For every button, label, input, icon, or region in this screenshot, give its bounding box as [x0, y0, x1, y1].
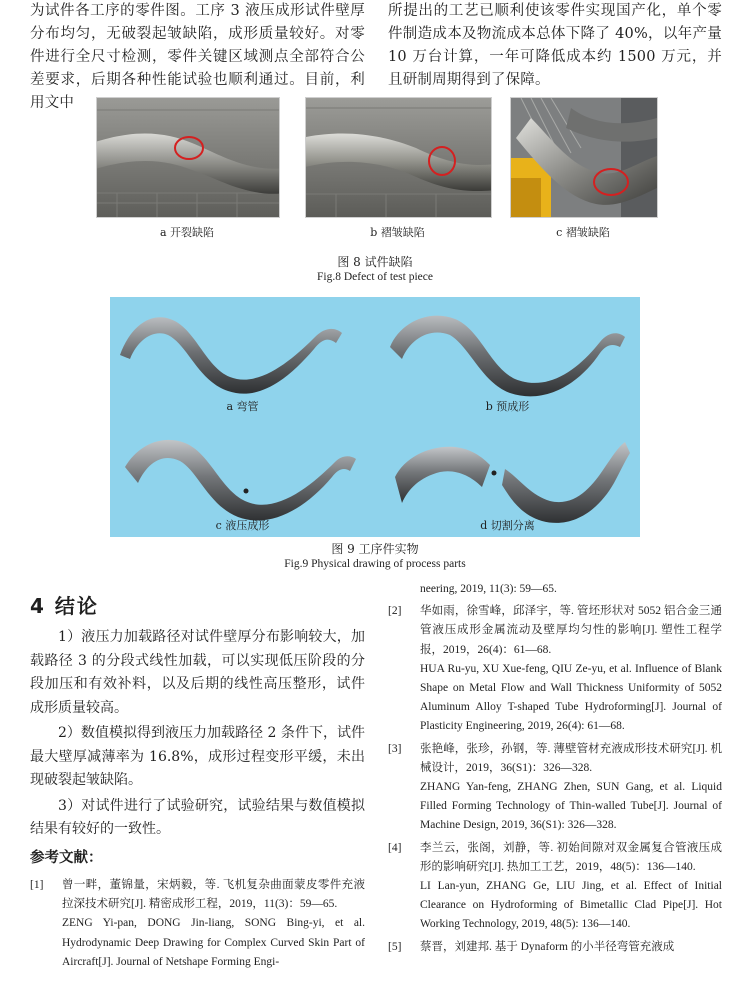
- fig8-title-en: Fig.8 Defect of test piece: [317, 271, 433, 283]
- reference-cn: 曾一畔，董锦量，宋炳毅，等. 飞机复杂曲面蒙皮零件充液拉深技术研究[J]. 精密成形工程，2019，11(3)：59—65.: [62, 879, 365, 911]
- section-heading-conclusion: 4 结论: [30, 594, 99, 618]
- references-left-column: [30, 876, 365, 972]
- fig8-photo-c-image: [511, 98, 657, 217]
- reference-cn: 华如雨，徐雪峰，邱泽宇，等. 管坯形状对 5052 铝合金三通管液压成形金属流动及壁厚均匀性的影响[J]. 塑性工程学报，2019，26(4)：61—68.: [420, 605, 722, 656]
- fig9-title-cn: 图 9 工序件实物: [331, 542, 419, 556]
- fig8-photo-c: [510, 97, 658, 218]
- reference-item: [388, 839, 722, 935]
- reference-continuation: [388, 580, 722, 599]
- reference-en: ZENG Yi-pan, DONG Jin-liang, SONG Bing-yi, et al. Hydrodynamic Deep Drawing for Complex Curved Skin Part of Aircraft[J]. Journal of Netshape Forming Engi-: [62, 917, 365, 968]
- reference-item: [388, 602, 722, 736]
- body-text-right-top: 所提出的工艺已顺利使该零件实现国产化，单个零件制造成本及物流成本总体下降了 40%，以年产量 10 万台计算，一年可降低成本约 1500 万元，并且研制周期得到了保障。: [388, 3, 722, 88]
- fig9-caption-b: b 预成形: [485, 400, 530, 413]
- reference-cn: 李兰云，张阁，刘静，等. 初始间隙对双金属复合管液压成形的影响研究[J]. 热加工工艺，2019，48(5)：136—140.: [420, 841, 722, 873]
- fig8-caption-a: a 开裂缺陷: [159, 226, 215, 239]
- reference-item: [388, 938, 722, 957]
- reference-item: [388, 740, 722, 836]
- reference-en: neering, 2019, 11(3): 59—65.: [420, 583, 557, 595]
- fig8-photo-b: [305, 97, 492, 218]
- reference-en: HUA Ru-yu, XU Xue-feng, QIU Ze-yu, et al. Influence of Blank Shape on Metal Flow and Wall Thickness Uniformity of 5052 Aluminum Alloy T-shaped Tube Hydroforming[J]. Journal of Plasticity Engineering, 2019, 26(4): 61—68.: [420, 662, 722, 733]
- reference-item: [30, 876, 365, 972]
- fig9-caption-a: a 弯管: [226, 400, 259, 413]
- fig8-caption-b: b 褶皱缺陷: [370, 226, 425, 239]
- references-heading: 参考文献：: [30, 850, 103, 866]
- reference-en: LI Lan-yun, ZHANG Ge, LIU Jing, et al. Effect of Initial Clearance on Hydroforming of Bimetallic Clad Pipe[J]. Hot Working Technology, 2019, 48(5): 136—140.: [420, 880, 722, 931]
- reference-number: [2]: [388, 605, 402, 618]
- fig8-caption-c: c 褶皱缺陷: [556, 226, 610, 239]
- reference-cn: 张艳峰，张珍，孙钢，等. 薄壁管材充液成形技术研究[J]. 机械设计，2019，36(S1)：326—328.: [420, 742, 722, 774]
- reference-number: [3]: [388, 742, 402, 755]
- reference-number: [5]: [388, 940, 402, 953]
- fig9-caption-c: c 液压成形: [215, 519, 270, 532]
- reference-cn: 蔡晋，刘建邦. 基于 Dynaform 的小半径弯管充液成: [420, 940, 675, 953]
- references-right-column: [388, 580, 722, 960]
- reference-en: ZHANG Yan-feng, ZHANG Zhen, SUN Gang, et al. Liquid Filled Forming Technology of Thin-walled Tube[J]. Journal of Machine Design, 2019, 36(S1): 326—328.: [420, 781, 722, 832]
- reference-number: [1]: [30, 879, 44, 891]
- fig8-title-cn: 图 8 试件缺陷: [337, 255, 413, 269]
- conclusion-paragraph: 2）数值模拟得到液压力加载路径 2 条件下，试件最大壁厚减薄率为 16.8%，成形过程变形平缓，未出现破裂起皱缺陷。: [30, 725, 365, 788]
- fig9-title-en: Fig.9 Physical drawing of process parts: [284, 558, 466, 570]
- conclusion-paragraph: 1）液压力加载路径对试件壁厚分布影响较大，加载路径 3 的分段式线性加载，可以实现低压阶段的分段加压和有效补料，以及后期的线性高压整形，试件成形质量较高。: [30, 629, 365, 716]
- conclusion-body: [30, 626, 365, 842]
- fig9-caption-d: d 切割分离: [480, 519, 535, 532]
- body-text-left-top: 为试件各工序的零件图。工序 3 液压成形试件壁厚分布均匀，无破裂起皱缺陷，成形质量较好。对零件进行全尺寸检测，零件关键区域测点全部符合公差要求，后期各种性能试验也顺利通过。目前，利用文中: [30, 3, 365, 111]
- fig8-photo-a-image: [97, 98, 279, 217]
- fig8-photo-a: [96, 97, 280, 218]
- fig8-photo-b-image: [306, 98, 491, 217]
- conclusion-paragraph: 3）对试件进行了试验研究，试验结果与数值模拟结果有较好的一致性。: [30, 797, 365, 837]
- reference-number: [4]: [388, 841, 402, 854]
